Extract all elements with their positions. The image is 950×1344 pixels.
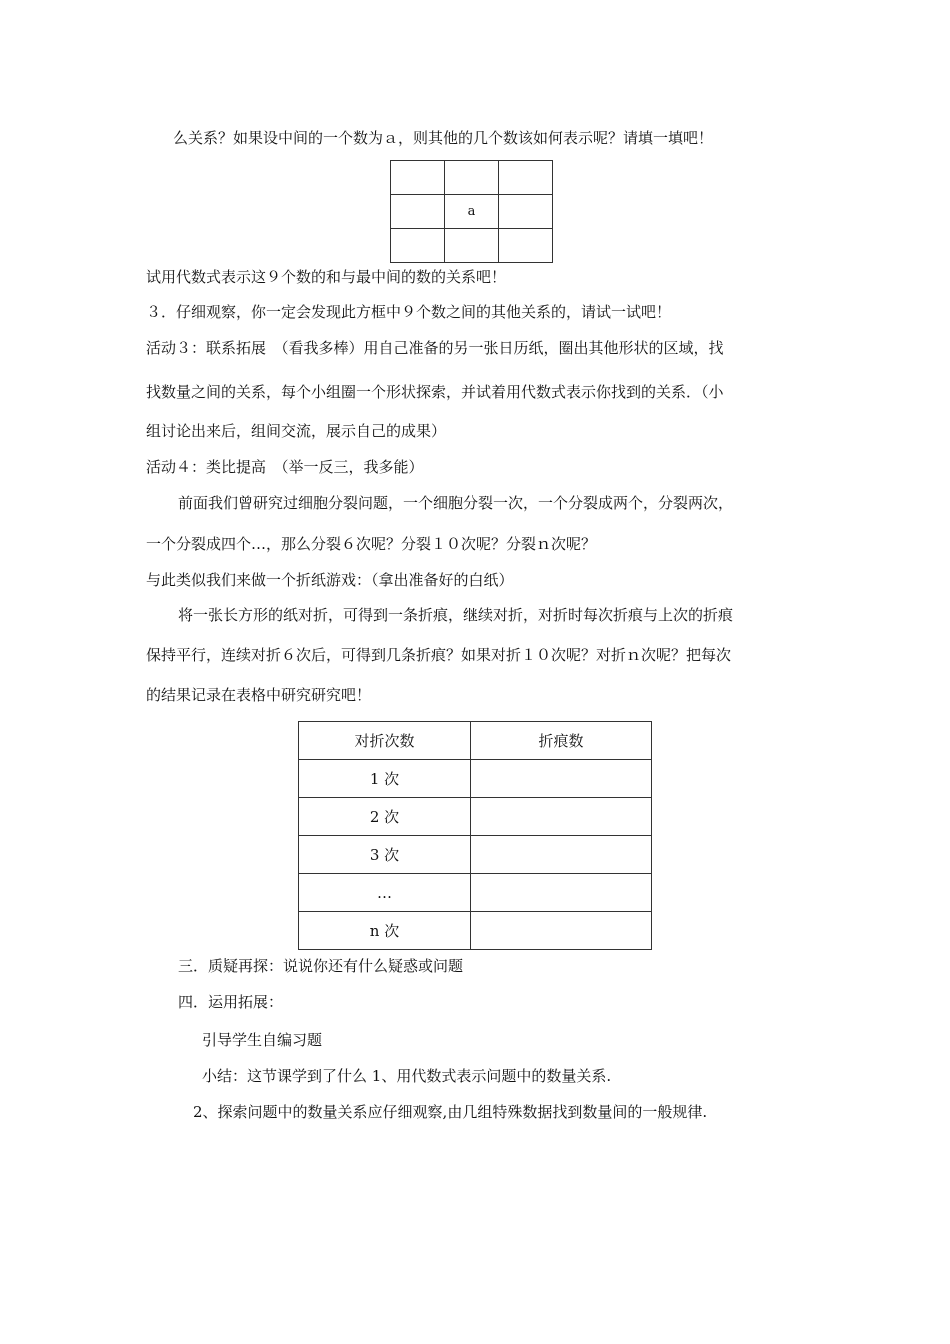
text-line-17: 小结：这节课学到了什么 1、用代数式表示问题中的数量关系.	[202, 1067, 612, 1085]
crease-count-cell	[471, 760, 652, 798]
table-row	[299, 912, 652, 950]
fold-count-cell: 2 次	[299, 798, 471, 836]
grid-cell	[391, 229, 445, 263]
text-line-7: 活动４：类比提高 （举一反三，我多能）	[146, 458, 424, 476]
table-row	[299, 798, 652, 836]
grid-center-cell: a	[445, 195, 499, 229]
text-line-10: 与此类似我们来做一个折纸游戏：（拿出准备好的白纸）	[146, 571, 514, 589]
table-row	[299, 874, 652, 912]
text-line-1: 么关系？如果设中间的一个数为ａ，则其他的几个数该如何表示呢？请填一填吧！	[173, 129, 714, 147]
text-line-12: 保持平行，连续对折６次后，可得到几条折痕？如果对折１０次呢？对折ｎ次呢？把每次	[146, 646, 732, 664]
text-line-4: 活动３：联系拓展 （看我多棒）用自己准备的另一张日历纸，圈出其他形状的区域，找	[146, 339, 724, 357]
text-line-6: 组讨论出来后，组间交流，展示自己的成果）	[146, 422, 447, 440]
text-line-16: 引导学生自编习题	[202, 1031, 323, 1049]
nine-number-grid	[390, 160, 553, 263]
crease-count-cell	[471, 798, 652, 836]
grid-row	[391, 195, 553, 229]
grid-row	[391, 161, 553, 195]
fold-count-cell: n 次	[299, 912, 471, 950]
grid-cell	[391, 195, 445, 229]
table-row	[299, 836, 652, 874]
table-header-row	[299, 722, 652, 760]
column-header: 对折次数	[299, 722, 471, 760]
fold-count-cell: 1 次	[299, 760, 471, 798]
text-line-15: 四．运用拓展：	[178, 993, 284, 1011]
grid-cell	[445, 161, 499, 195]
fold-count-cell: …	[299, 874, 471, 912]
text-line-3: ３．仔细观察，你一定会发现此方框中９个数之间的其他关系的，请试一试吧！	[146, 303, 672, 321]
crease-count-cell	[471, 836, 652, 874]
text-line-9: 一个分裂成四个…，那么分裂６次呢？分裂１０次呢？分裂ｎ次呢？	[146, 535, 597, 553]
fold-count-cell: 3 次	[299, 836, 471, 874]
text-line-18: 2、探索问题中的数量关系应仔细观察,由几组特殊数据找到数量间的一般规律.	[193, 1103, 708, 1121]
text-line-2: 试用代数式表示这９个数的和与最中间的数的关系吧！	[146, 268, 507, 286]
text-line-14: 三．质疑再探：说说你还有什么疑惑或问题	[178, 957, 464, 975]
text-line-8: 前面我们曾研究过细胞分裂问题，一个细胞分裂一次，一个分裂成两个，分裂两次，	[178, 494, 734, 512]
column-header: 折痕数	[471, 722, 652, 760]
crease-count-cell	[471, 874, 652, 912]
crease-count-cell	[471, 912, 652, 950]
text-line-13: 的结果记录在表格中研究研究吧！	[146, 686, 372, 704]
grid-row	[391, 229, 553, 263]
text-line-11: 将一张长方形的纸对折，可得到一条折痕，继续对折，对折时每次折痕与上次的折痕	[178, 606, 734, 624]
fold-record-table	[298, 721, 652, 950]
text-line-5: 找数量之间的关系，每个小组圈一个形状探索，并试着用代数式表示你找到的关系．（小	[146, 383, 724, 401]
grid-cell	[445, 229, 499, 263]
grid-cell	[499, 195, 553, 229]
grid-cell	[499, 161, 553, 195]
grid-cell	[499, 229, 553, 263]
table-row	[299, 760, 652, 798]
grid-cell	[391, 161, 445, 195]
